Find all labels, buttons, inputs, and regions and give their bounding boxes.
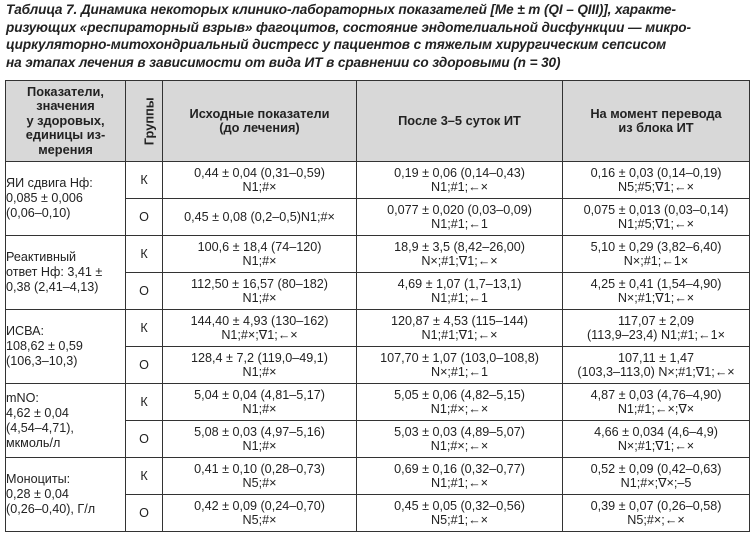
table-row (6, 458, 750, 495)
value-line: 0,16 ± 0,03 (0,14–0,19) (590, 166, 722, 180)
value-cell (163, 236, 357, 273)
parameter-line: (0,06–0,10) (6, 206, 71, 220)
value-line: (113,9–23,4) N1;#1;←1× (586, 328, 726, 342)
value-line: 5,10 ± 0,29 (3,82–6,40) (590, 240, 722, 254)
value-line: N1;#×;∇1;←× (221, 328, 298, 342)
parameter-line: 4,62 ± 0,04 (6, 405, 69, 420)
value-cell (163, 421, 357, 458)
value-cell (563, 421, 750, 458)
group-cell: О (126, 421, 163, 458)
value-cell (563, 458, 750, 495)
value-line: 120,87 ± 4,53 (115–144) (391, 314, 528, 328)
value-cell (163, 495, 357, 532)
value-line: 0,52 ± 0,09 (0,42–0,63) (590, 462, 722, 476)
value-cell (163, 162, 357, 199)
value-line: N1;#1;←1 (431, 291, 488, 305)
parameter-cell (6, 384, 126, 458)
value-cell (357, 162, 563, 199)
value-line: N1;#×;←× (430, 439, 489, 453)
parameter-line: (4,54–4,71), (6, 420, 74, 435)
header-baseline-line: Исходные показатели (189, 105, 330, 121)
header-transfer-line: из блока ИТ (618, 120, 694, 135)
value-line: 0,075 ± 0,013 (0,03–0,14) (583, 203, 729, 217)
caption-line: Таблица 7. Динамика некоторых клинико-лабораторных показателей [Me ± m (QI – QIII)], характе- (6, 2, 676, 17)
value-cell (163, 199, 357, 236)
parameter-line: 0,085 ± 0,006 (6, 191, 83, 205)
table-row (6, 310, 750, 347)
parameter-line: мкмоль/л (6, 435, 61, 450)
value-line: N5;#×;←× (627, 513, 685, 527)
value-line: 0,39 ± 0,07 (0,26–0,58) (590, 499, 722, 513)
header-row (6, 81, 750, 162)
value-line: 4,66 ± 0,034 (4,6–4,9) (594, 425, 718, 439)
value-cell (357, 310, 563, 347)
caption-line: ризующих «респираторный взрыв» фагоцитов, состояние эндотелиальной дисфункции — микро- (6, 19, 691, 35)
value-cell (563, 162, 750, 199)
value-line: 107,11 ± 1,47 (617, 351, 694, 365)
value-cell (563, 384, 750, 421)
value-line: N1;#×;←× (430, 402, 489, 416)
group-cell: О (126, 199, 163, 236)
value-line: N×;#1;∇1;←× (421, 254, 498, 268)
parameter-cell (6, 162, 126, 236)
group-cell: К (126, 310, 163, 347)
group-cell: О (126, 273, 163, 310)
header-transfer (563, 81, 750, 162)
value-line: N1;#×;∇×;–5 (620, 476, 692, 490)
value-line: 117,07 ± 2,09 (617, 314, 694, 328)
value-line: 0,44 ± 0,04 (0,31–0,59) (194, 166, 325, 180)
value-line: N1;#5;∇1;←× (618, 217, 694, 231)
value-cell (163, 347, 357, 384)
header-transfer-line: На момент перевода (590, 105, 722, 121)
parameter-line: (106,3–10,3) (6, 354, 78, 368)
group-cell: О (126, 495, 163, 532)
value-line: N×;#1;←1 (430, 365, 489, 379)
header-param (6, 81, 126, 162)
group-cell: О (126, 347, 163, 384)
caption-line: на этапах лечения в зависимости от вида ИТ в сравнении со здоровыми (n = 30) (6, 54, 561, 70)
caption-line: циркуляторно-митохондриальный дистресс у пациентов с тяжелым хирургическим сепсисом (6, 37, 667, 52)
value-cell (357, 199, 563, 236)
header-param-line: единицы из- (25, 127, 106, 143)
value-line: N×;#1;←1× (623, 254, 689, 268)
value-cell (357, 495, 563, 532)
parameter-cell (6, 236, 126, 310)
value-line: N5;#× (242, 513, 277, 527)
value-line: 144,40 ± 4,93 (130–162) (190, 314, 329, 328)
value-cell (357, 236, 563, 273)
value-cell (357, 273, 563, 310)
header-baseline (163, 81, 357, 162)
value-line: 0,42 ± 0,09 (0,24–0,70) (194, 499, 325, 513)
value-line: 5,04 ± 0,04 (4,81–5,17) (194, 388, 325, 402)
value-line: N5;#5;∇1;←× (618, 180, 694, 194)
value-cell (357, 347, 563, 384)
header-day35: После 3–5 суток ИТ (357, 81, 563, 162)
value-cell (357, 384, 563, 421)
value-cell (163, 458, 357, 495)
value-cell (357, 458, 563, 495)
value-line: 5,03 ± 0,03 (4,89–5,07) (394, 425, 525, 439)
group-cell: К (126, 384, 163, 421)
parameter-line: 108,62 ± 0,59 (6, 339, 83, 353)
header-baseline-line: (до лечения) (219, 120, 300, 135)
value-line: 100,6 ± 18,4 (74–120) (197, 240, 322, 254)
value-line: N5;#1;←× (430, 513, 489, 527)
value-cell (563, 495, 750, 532)
value-line: N×;#1;∇1;←× (617, 291, 695, 305)
value-cell (163, 273, 357, 310)
value-cell (163, 384, 357, 421)
header-param-line: значения (36, 98, 95, 114)
value-line: 4,87 ± 0,03 (4,76–4,90) (590, 388, 722, 402)
parameter-line: Моноциты: (6, 472, 71, 486)
value-line: 0,41 ± 0,10 (0,28–0,73) (194, 462, 325, 476)
value-cell (563, 347, 750, 384)
value-cell (163, 310, 357, 347)
value-line: N1;#1;←1 (431, 217, 488, 231)
value-line: 5,08 ± 0,03 (4,97–5,16) (194, 425, 325, 439)
value-line: 0,45 ± 0,05 (0,32–0,56) (394, 499, 525, 513)
value-line: 128,4 ± 7,2 (119,0–49,1) (191, 351, 328, 365)
value-cell (563, 236, 750, 273)
value-line: 0,69 ± 0,16 (0,32–0,77) (394, 462, 525, 476)
parameter-cell (6, 310, 126, 384)
value-line: N1;#1;←× (430, 476, 489, 490)
header-param-line: Показатели, (27, 83, 104, 99)
value-line: N×;#1;∇1;←× (617, 439, 695, 453)
table-row (6, 236, 750, 273)
parameter-line: ответ Нф: 3,41 ± (6, 265, 103, 279)
table-row (6, 162, 750, 199)
value-line: 112,50 ± 16,57 (80–182) (191, 277, 328, 291)
value-line: 107,70 ± 1,07 (103,0–108,8) (380, 351, 539, 365)
parameter-line: ИСВА: (6, 324, 45, 338)
parameter-line: 0,38 (2,41–4,13) (6, 280, 99, 294)
value-line: N1;#× (242, 254, 277, 268)
table-row (6, 384, 750, 421)
value-line: 18,9 ± 3,5 (8,42–26,00) (394, 240, 525, 254)
value-cell (563, 199, 750, 236)
header-param-line: мерения (38, 141, 93, 157)
group-cell: К (126, 162, 163, 199)
value-line: (103,3–113,0) N×;#1;∇1;←× (577, 365, 735, 379)
header-param-line: у здоровых, (26, 112, 105, 128)
value-line: 0,45 ± 0,08 (0,2–0,5)N1;#× (184, 210, 335, 224)
value-line: N1;#1;←× (430, 180, 489, 194)
parameter-line: mNO: (6, 390, 39, 405)
value-line: N1;#1;←×;∇× (617, 402, 695, 416)
value-line: 0,19 ± 0,06 (0,14–0,43) (394, 166, 525, 180)
value-line: N1;#× (242, 365, 277, 379)
value-line: N5;#× (242, 476, 277, 490)
parameter-line: ЯИ сдвига Нф: (6, 176, 93, 190)
value-line: N1;#× (242, 180, 277, 194)
header-group: Группы (126, 81, 163, 162)
value-line: 4,69 ± 1,07 (1,7–13,1) (397, 277, 522, 291)
value-line: 4,25 ± 0,41 (1,54–4,90) (590, 277, 722, 291)
value-line: 0,077 ± 0,020 (0,03–0,09) (387, 203, 532, 217)
value-cell (563, 310, 750, 347)
value-line: N1;#× (242, 291, 277, 305)
value-line: N1;#1;∇1;←× (421, 328, 498, 342)
value-line: N1;#× (242, 402, 277, 416)
group-cell: К (126, 458, 163, 495)
parameter-line: Реактивный (6, 250, 77, 264)
table-caption (6, 1, 748, 71)
data-table (5, 80, 750, 532)
parameter-line: (0,26–0,40), Г/л (6, 502, 96, 516)
value-line: N1;#× (242, 439, 277, 453)
parameter-cell (6, 458, 126, 532)
group-cell: К (126, 236, 163, 273)
value-cell (563, 273, 750, 310)
value-cell (357, 421, 563, 458)
value-line: 5,05 ± 0,06 (4,82–5,15) (394, 388, 525, 402)
parameter-line: 0,28 ± 0,04 (6, 487, 69, 501)
